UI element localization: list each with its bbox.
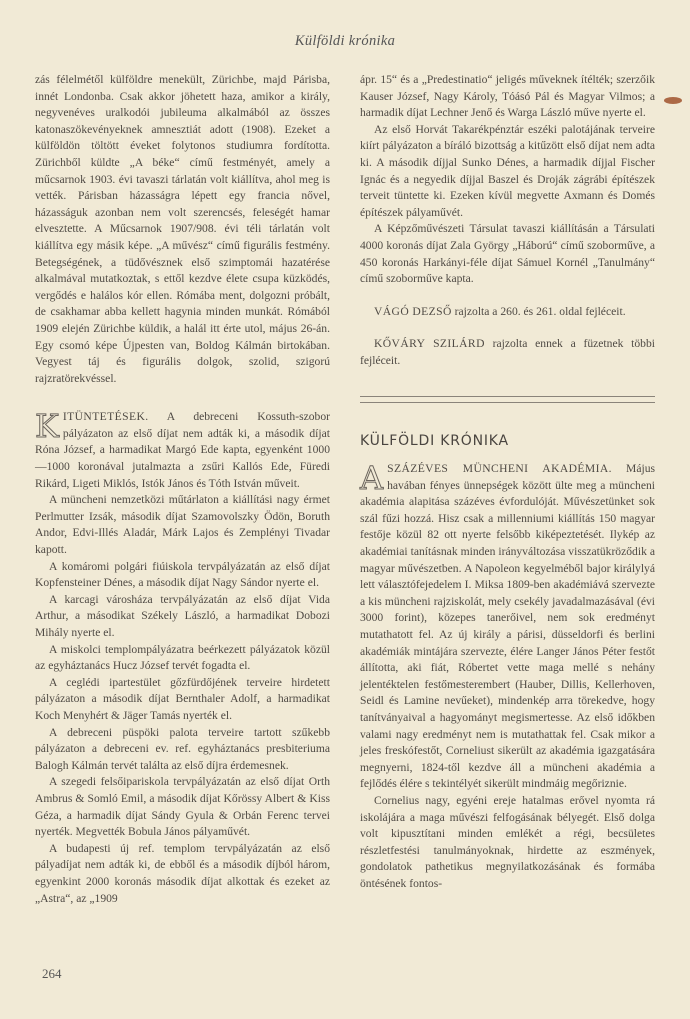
ink-stain: [664, 97, 682, 104]
credit-text: rajzolta ennek a füzetnek többi fejléceit.: [360, 337, 655, 367]
dropcap-k: K: [35, 407, 59, 446]
akademia-first-paragraph: [360, 461, 655, 793]
page-number: 264: [42, 966, 62, 981]
paragraph: Cornelius nagy, egyéni ereje hatalmas erővel nyomta rá iskolájára a maga művészi felfogásának bélyegét. Első dolga volt kipusztítani minden emlékét a régi, becsületes részletfestési tanulmányoknak, hirdette az eszmények, gondolatok pathetikus megnyilatkozásának és formába öntésének fontos-: [360, 793, 655, 890]
right-column: [360, 72, 655, 893]
paragraph: A karcagi városháza tervpályázatán az első díjat Vida Arthur, a másodikat Székely László, a harmadikat Dobozi Mihály nyerte el.: [35, 592, 330, 639]
paragraph-text: A debreceni Kossuth-szobor pályázaton az első díjat nem adták ki, a második díjat Róna József, a harmadikat Margó Ede kapta, egyenként 1000—1000 koronával jutalmazta a zsűri Kallós Ede, Füredi Rikárd, Ligeti Miklós, Istók János és Tóth István műveit.: [35, 410, 330, 490]
running-head: Külföldi krónika: [294, 33, 396, 49]
paragraph: A ceglédi ipartestület gőzfürdőjének terveire hirdetett pályázaton a második díjat Bernthaler Adolf, a harmadikat Koch Menyhért & Jäger Tamás nyerték el.: [35, 675, 330, 722]
article-heading: SZÁZÉVES MÜNCHENI AKADÉMIA.: [387, 462, 612, 476]
left-column: [35, 72, 330, 907]
paragraph: A debreceni püspöki palota terveire tartott szűkebb pályázaton a debreceni ev. ref. egyháztanács presbiteriuma Balogh Kálmán tervét találta az első díjra érdemesnek.: [35, 725, 330, 772]
paragraph: A Képzőművészeti Társulat tavaszi kiállításán a Társulati 4000 koronás díjat Zala György „Háború“ című szoborműve, a 450 koronás Harkányi-féle díjat Sámuel Kornél „Tanulmány“ című szoborműve kapta.: [360, 222, 655, 286]
paragraph: A szegedi felsőipariskola tervpályázatán az első díjat Orth Ambrus & Somló Emil, a második díjat Kőrössy Albert & Kiss Géza, a harmadik díjat Sándy Gyula & Orbán Ferenc tervei nyerték. Megvették Bobula János pályaművét.: [35, 775, 330, 839]
paragraph: A komáromi polgári fiúiskola tervpályázatán az első díjat Kopfensteiner Dénes, a második díjat Nagy Sándor nyerte el.: [35, 559, 330, 590]
paragraph: A müncheni nemzetközi műtárlaton a kiállítási nagy érmet Perlmutter Izsák, második díjat Szamovolszky Ödön, Boruth Andor, Edvi-Illés Aladár, Márk Lajos és Zemplényi Tivadar kapott.: [35, 493, 330, 557]
paragraph: A budapesti új ref. templom tervpályázatán az első pályadíjat nem adták ki, de ebből és a második díjból három, egyenkint 2000 koronás második díjat alkottak és ezeket az „Astra“, az „1909: [35, 841, 330, 905]
article-continuation: ápr. 15“ és a „Predestinatio“ jeligés műveknek ítélték; szerzőik Kauser József, Nagy Károly, Tóásó Pál és Magyar Vilmos; a harmadik díjat Lechner Jenő és Warga László műve nyerte el.: [360, 73, 655, 120]
credit-name: VÁGÓ DEZSŐ: [374, 304, 452, 318]
paragraph-text: Május havában fényes ünnepségek között ülte meg a müncheni akadémia alapitása százéves évfordulóját. Művészetünket sok szál fűzi hozzá. Hisz csak a millenniumi kiállítás 150 magyar festője közül 82 ott nyerte felsőbb kiképeztetését. Ilykép az akadémiai tanításnak minden irányváltozása visszatükröződik a magyar művészetben. A Napoleon kegyelméből bajor királylyá lett választófejedelem I. Miksa 1809-ben akadémiává szervezte a kis müncheni rajziskolát, mely csekély javadalmazásával (évi 3000 forint), közepes tanerőivel, nem sok eredményt mutathatott fel. Az új király a párisi, düsseldorfi és berlini akadémiák mintájára szervezte, élére Langer János Péter festőt állította, aki fiát, Róbertet vette maga mellé s nehány jelentéktelen festőmesterembert (Hauber, Dillis, Kellerhoven, Seidl és Lamine nevűeket), mindenkép arra törekedve, hogy tanítványaival a hagyományt megismertesse. Az első időkben valami nagy eredményt nem is mutathattak fel. Csak mikor a jeles freskófestőt, Corneliust sikerült az akadémia igazgatására megnyerni, 1824-től kezdve áll a müncheni akadémia a fejlődés élére s tekintélyét sikerült mindmáig megőriznie.: [360, 462, 655, 791]
dropcap-a: A: [360, 459, 384, 498]
paragraph: A miskolci templompályázatra beérkezett pályázatok közül az egyháztanács Hucz József tervét fogadta el.: [35, 642, 330, 673]
paragraph: Az első Horvát Takarékpénztár eszéki palotájának terveire kiírt pályázaton a bíráló bizottság a kitűzött első díjat nem adta ki. A második díjjal Sunko Dénes, a harmadik díjjal Fischer Ignác és a negyedik díjjal Baszel és Droják zágrábi építészek terveit tüntette ki. Ezeken kívül megvette Axmann és Domés építészek pályaművét.: [360, 122, 655, 219]
credit-line: [360, 304, 655, 321]
kituntetesek-first-paragraph: [35, 409, 330, 492]
credit-line: [360, 336, 655, 369]
credit-text: rajzolta a 260. és 261. oldal fejléceit.: [451, 304, 626, 318]
credit-name: KŐVÁRY SZILÁRD: [374, 337, 485, 351]
section-title: KÜLFÖLDI KRÓNIKA: [360, 432, 509, 449]
section-heading-kituntetesek: ITÜNTETÉSEK.: [62, 410, 149, 424]
article-continuation: zás félelmétől külföldre menekült, Zürichbe, majd Párisba, innét Londonba. Csak akkor jöhetett haza, amikor a király, negyvenéves uralkodói jubileuma alkalmából az összes katonaszökevényeknek amnesztiát adott (1908). Ezeket a külföldön töltött éveket folytonos studiumra fordította. Zürichből küldte „A béke“ című festményét, amely a műcsarnok 1903. évi tavaszi tárlatán volt kiállítva, ahol meg is vették. Párisban házasságra lépett egy francia nővel, házasságuk azonban nem volt szerencsés, feleségét hamar elvesztette. A Műcsarnok 1907/908. évi téli tárlatán volt kiállítva egy másik képe. „A művész“ című figurális festmény. Betegségének, a tüdővésznek első szimptomái hazatérése alkalmával mutatkoztak, s ettől kezdve élete csupa küzködés, vergődés e halálos kór ellen. Rómába ment, dolgozni próbált, de csakhamar abba kellett hagynia minden munkát. Rómából 1909 elején Zürichbe küldik, a halál itt érte utol, május 26-án. Egy csomó képe Újpesten van, Boldog Kálmán birtokában. Vegyest táj és figurális dolgok, szolid, szigorú rajzratörekvéssel.: [35, 73, 330, 385]
